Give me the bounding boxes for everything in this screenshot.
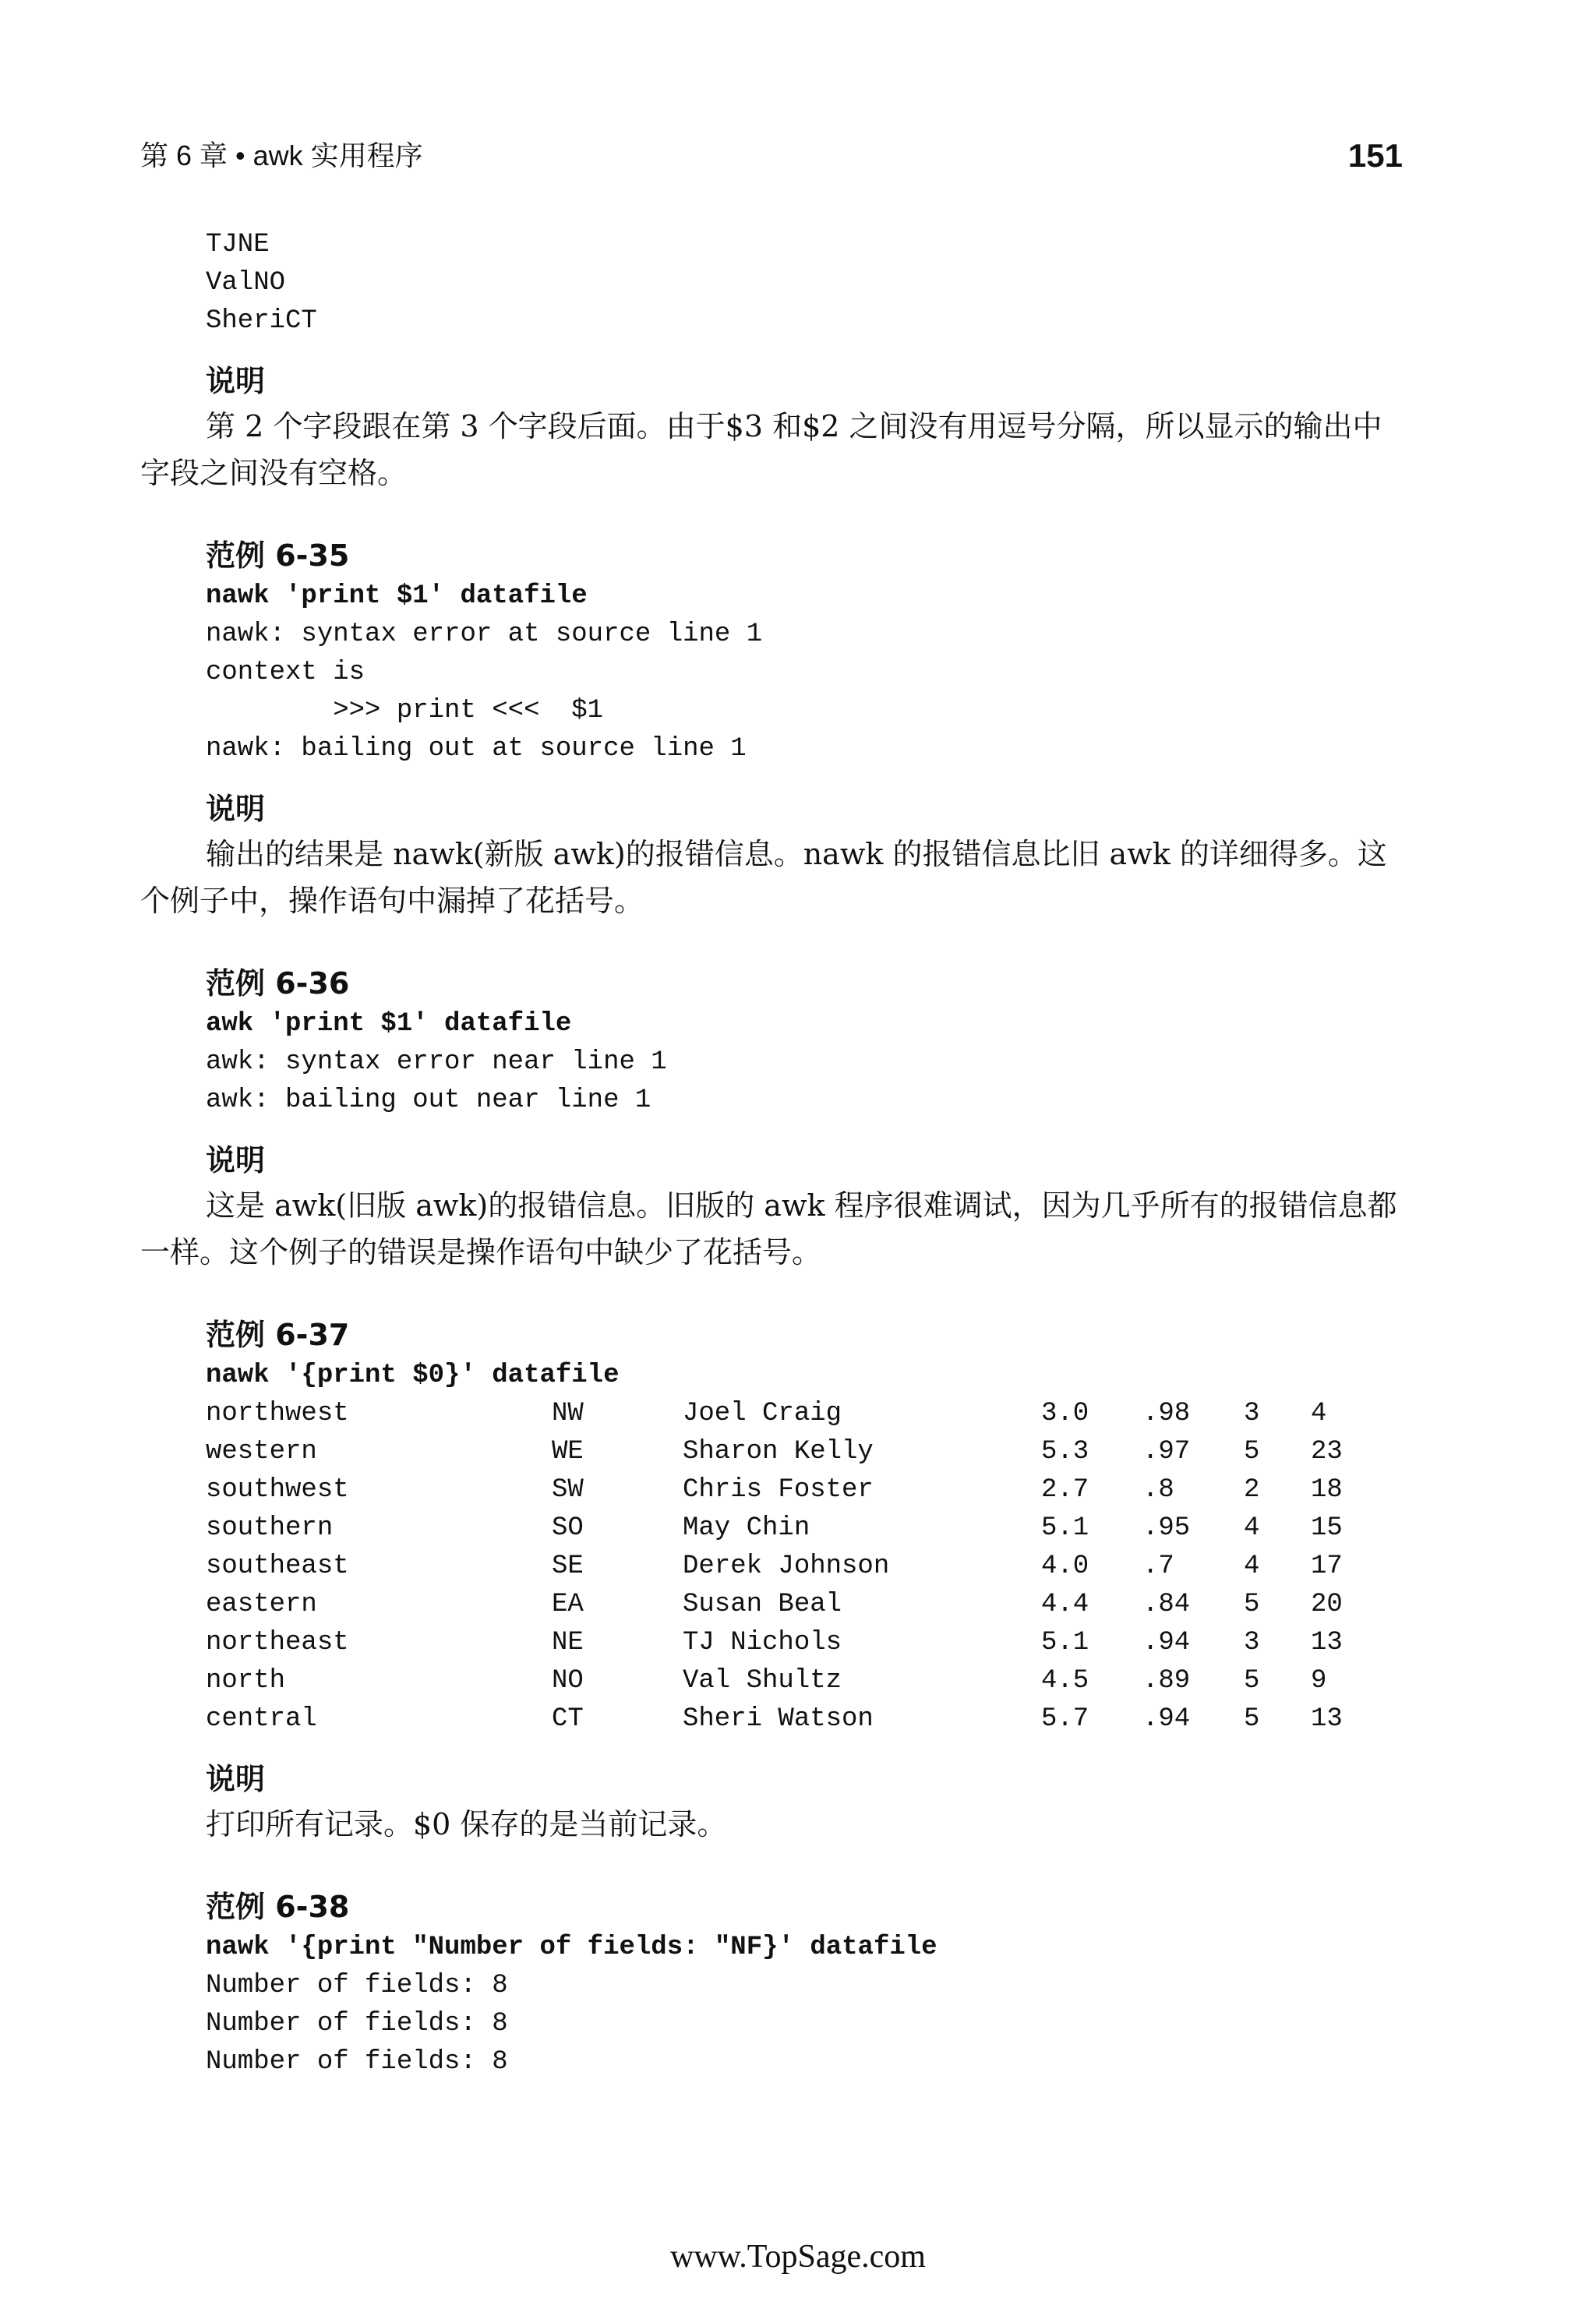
table-cell: 9 xyxy=(1311,1666,1327,1696)
table-cell: northwest xyxy=(206,1399,349,1428)
table-cell: SE xyxy=(552,1552,584,1581)
table-cell: .95 xyxy=(1142,1513,1191,1543)
table-cell: 3.0 xyxy=(1041,1399,1089,1428)
table-cell: EA xyxy=(552,1590,584,1619)
table-row xyxy=(206,1624,1381,1662)
table-cell: 15 xyxy=(1311,1513,1343,1543)
note-paragraph: 输出的结果是 nawk(新版 awk)的报错信息。nawk 的报错信息比旧 awk 的详细得多。这个例子中，操作语句中漏掉了花括号。 xyxy=(140,837,1387,918)
table-cell: Sharon Kelly xyxy=(683,1437,874,1467)
note-paragraph: 打印所有记录。$0 保存的是当前记录。 xyxy=(206,1807,727,1841)
table-cell: .94 xyxy=(1142,1704,1191,1734)
table-cell: NO xyxy=(552,1666,584,1696)
table-cell: .84 xyxy=(1142,1590,1191,1619)
running-header xyxy=(140,134,1403,181)
table-cell: NW xyxy=(552,1399,584,1428)
table-cell: Chris Foster xyxy=(683,1475,874,1505)
datafile-table xyxy=(206,1395,1381,1739)
note-paragraph: 这是 awk(旧版 awk)的报错信息。旧版的 awk 程序很难调试，因为几乎所有的报错信息都一样。这个例子的错误是操作语句中缺少了花括号。 xyxy=(140,1188,1397,1269)
code-command: nawk 'print $1' datafile xyxy=(206,581,588,611)
code-line: nawk: syntax error at source line 1 xyxy=(206,620,763,649)
table-cell: 5 xyxy=(1244,1666,1260,1696)
table-cell: .89 xyxy=(1142,1666,1191,1696)
note-heading: 说明 xyxy=(206,792,266,826)
table-cell: 4.5 xyxy=(1041,1666,1089,1696)
table-cell: .8 xyxy=(1142,1475,1174,1505)
table-cell: southern xyxy=(206,1513,334,1543)
code-example-6-35 xyxy=(140,577,1418,768)
example-heading: 范例 6-35 xyxy=(206,538,350,573)
code-example-6-36 xyxy=(140,1005,1418,1120)
table-row xyxy=(206,1548,1381,1586)
example-heading: 范例 6-36 xyxy=(206,966,350,1001)
table-cell: central xyxy=(206,1704,317,1734)
code-line: nawk: bailing out at source line 1 xyxy=(206,734,747,764)
table-cell: 18 xyxy=(1311,1475,1343,1505)
code-command: nawk '{print $0}' datafile xyxy=(206,1361,620,1390)
table-cell: 5 xyxy=(1244,1437,1260,1467)
table-cell: 4 xyxy=(1244,1513,1260,1543)
code-command: nawk '{print "Number of fields: "NF}' datafile xyxy=(206,1933,937,1962)
table-cell: .7 xyxy=(1142,1552,1174,1581)
table-cell: 13 xyxy=(1311,1628,1343,1658)
code-line: awk: bailing out near line 1 xyxy=(206,1086,651,1115)
code-line: SheriCT xyxy=(206,306,317,336)
example-heading: 范例 6-38 xyxy=(206,1890,350,1924)
table-cell: western xyxy=(206,1437,317,1467)
table-cell: 13 xyxy=(1311,1704,1343,1734)
table-cell: .94 xyxy=(1142,1628,1191,1658)
table-cell: 5 xyxy=(1244,1704,1260,1734)
table-cell: Derek Johnson xyxy=(683,1552,890,1581)
table-cell: Susan Beal xyxy=(683,1590,842,1619)
table-row xyxy=(206,1700,1381,1739)
table-row xyxy=(206,1509,1381,1548)
table-cell: 5 xyxy=(1244,1590,1260,1619)
table-cell: 3 xyxy=(1244,1399,1260,1428)
table-cell: 20 xyxy=(1311,1590,1343,1619)
note-heading: 说明 xyxy=(206,1762,266,1796)
table-cell: WE xyxy=(552,1437,584,1467)
note-heading: 说明 xyxy=(206,364,266,398)
code-line: >>> print <<< $1 xyxy=(206,696,604,726)
table-row xyxy=(206,1395,1381,1433)
table-cell: northeast xyxy=(206,1628,349,1658)
table-cell: NE xyxy=(552,1628,584,1658)
table-cell: 4 xyxy=(1311,1399,1327,1428)
table-cell: 17 xyxy=(1311,1552,1343,1581)
table-cell: Joel Craig xyxy=(683,1399,842,1428)
table-cell: 5.3 xyxy=(1041,1437,1089,1467)
table-cell: Val Shultz xyxy=(683,1666,842,1696)
table-row xyxy=(206,1586,1381,1624)
page-number: 151 xyxy=(1347,137,1403,174)
table-cell: southwest xyxy=(206,1475,349,1505)
code-command: awk 'print $1' datafile xyxy=(206,1009,572,1039)
code-line: Number of fields: 8 xyxy=(206,1971,508,2000)
table-cell: 2 xyxy=(1244,1475,1260,1505)
main-content xyxy=(140,226,1418,2081)
table-cell: 5.1 xyxy=(1041,1628,1089,1658)
table-cell: north xyxy=(206,1666,286,1696)
table-cell: Sheri Watson xyxy=(683,1704,874,1734)
example-heading: 范例 6-37 xyxy=(206,1318,350,1352)
note-heading: 说明 xyxy=(206,1143,266,1177)
table-cell: 2.7 xyxy=(1041,1475,1089,1505)
table-cell: 23 xyxy=(1311,1437,1343,1467)
table-cell: 5.7 xyxy=(1041,1704,1089,1734)
table-cell: .97 xyxy=(1142,1437,1191,1467)
table-cell: 3 xyxy=(1244,1628,1260,1658)
code-output-top xyxy=(140,226,1418,341)
table-cell: TJ Nichols xyxy=(683,1628,842,1658)
code-line: context is xyxy=(206,658,365,687)
table-cell: May Chin xyxy=(683,1513,810,1543)
table-row xyxy=(206,1433,1381,1471)
code-line: Number of fields: 8 xyxy=(206,2047,508,2077)
table-cell: eastern xyxy=(206,1590,317,1619)
table-cell: CT xyxy=(552,1704,584,1734)
table-cell: SO xyxy=(552,1513,584,1543)
chapter-title: 第 6 章 • awk 实用程序 xyxy=(140,139,423,171)
table-cell: 4.0 xyxy=(1041,1552,1089,1581)
note-paragraph: 第 2 个字段跟在第 3 个字段后面。由于$3 和$2 之间没有用逗号分隔，所以显示的输出中字段之间没有空格。 xyxy=(140,409,1382,490)
table-cell: 4 xyxy=(1244,1552,1260,1581)
table-cell: southeast xyxy=(206,1552,349,1581)
table-cell: 4.4 xyxy=(1041,1590,1089,1619)
footer-watermark: www.TopSage.com xyxy=(670,2239,926,2275)
code-line: ValNO xyxy=(206,268,286,298)
code-line: TJNE xyxy=(206,230,270,259)
table-cell: .98 xyxy=(1142,1399,1191,1428)
table-row xyxy=(206,1662,1381,1700)
code-line: Number of fields: 8 xyxy=(206,2009,508,2039)
code-line: awk: syntax error near line 1 xyxy=(206,1047,667,1077)
table-cell: 5.1 xyxy=(1041,1513,1089,1543)
table-row xyxy=(206,1471,1381,1509)
table-cell: SW xyxy=(552,1475,584,1505)
code-command-6-37 xyxy=(140,1357,1418,1395)
code-example-6-38 xyxy=(140,1929,1418,2081)
